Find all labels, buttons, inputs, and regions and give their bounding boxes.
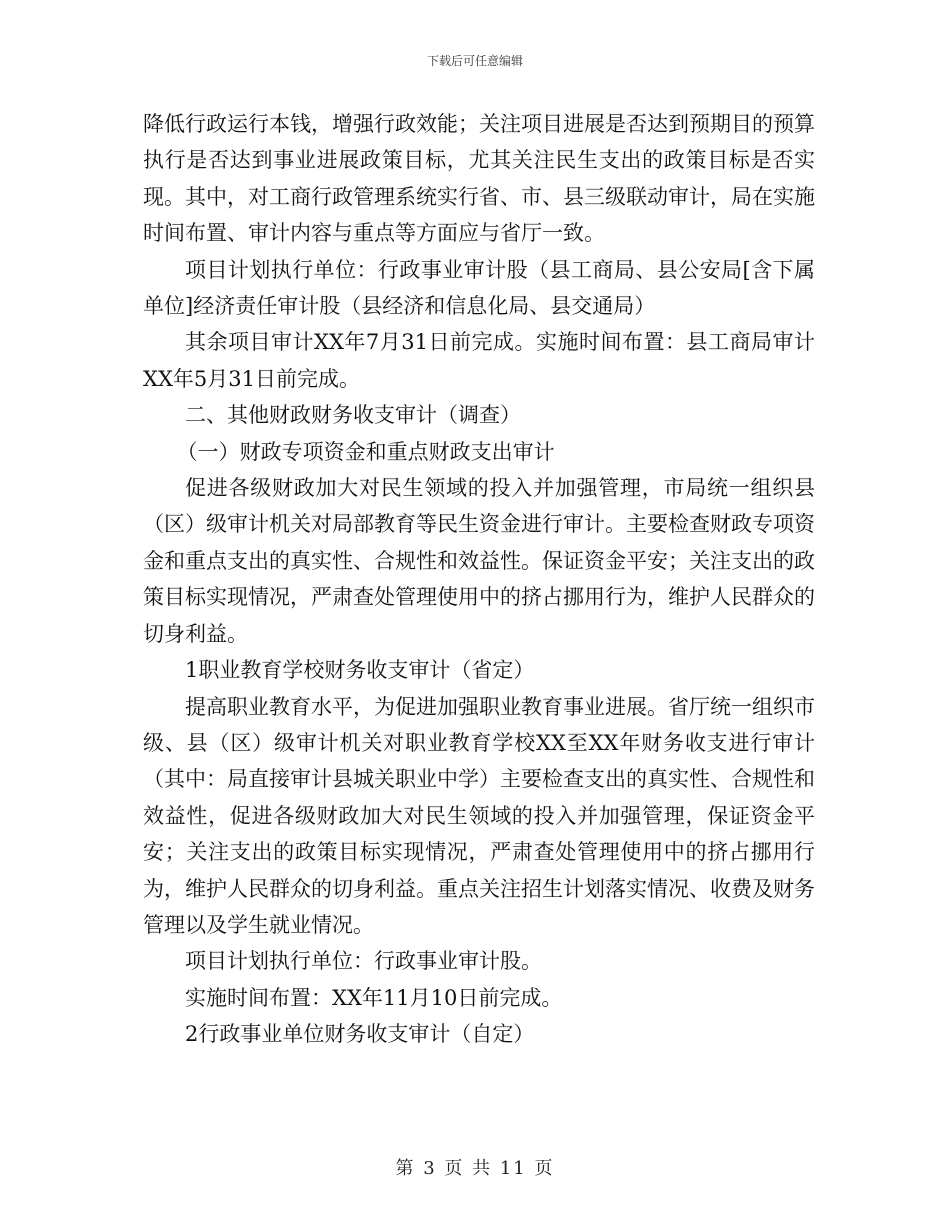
paragraph-executing-unit: 项目计划执行单位：行政事业审计股。 xyxy=(185,949,542,974)
section-heading-other-audits: 二、其他财政财务收支审计（调查） xyxy=(185,403,521,428)
page-footer: 第 3 页 共 11 页 xyxy=(395,1158,555,1179)
item-heading-admin-units: 2行政事业单位财务收支审计（自定） xyxy=(185,1022,535,1047)
paragraph-vocational-school: 提高职业教育水平，为促进加强职业教育事业进展。省厅统一组织市级、县（区）级审计机关对职业教育学校XX至XX年财务收支进行审计（其中：局直接审计县城关职业中学）主要检查支出的真实性、合规性和效益性，促进各级财政加大对民生领域的投入并加强管理，保证资金平安；关注支出的政策目标实现情况，严肃查处管理使用中的挤占挪用行为，维护人民群众的切身利益。重点关注招生计划落实情况、收费及财务管理以及学生就业情况。 xyxy=(143,694,815,937)
subsection-heading-special-funds: （一）财政专项资金和重点财政支出审计 xyxy=(176,439,555,464)
paragraph-project-unit: 项目计划执行单位：行政事业审计股（县工商局、县公安局[含下属单位]经济责任审计股（县经济和信息化局、县交通局） xyxy=(143,257,815,319)
page-header: 下载后可任意编辑 xyxy=(426,54,523,68)
document-body xyxy=(143,106,815,1053)
paragraph-continuation: 降低行政运行本钱，增强行政效能；关注项目进展是否达到预期目的预算执行是否达到事业进展政策目标，尤其关注民生支出的政策目标是否实现。其中，对工商行政管理系统实行省、市、县三级联动审计，局在实施时间布置、审计内容与重点等方面应与省厅一致。 xyxy=(143,112,815,246)
paragraph-implementation-time: 实施时间布置：XX年11月10日前完成。 xyxy=(185,985,563,1010)
item-heading-vocational-school: 1职业教育学校财务收支审计（省定） xyxy=(185,658,535,683)
paragraph-special-funds: 促进各级财政加大对民生领域的投入并加强管理，市局统一组织县（区）级审计机关对局部教育等民生资金进行审计。主要检查财政专项资金和重点支出的真实性、合规性和效益性。保证资金平安；关注支出的政策目标实现情况，严肃查处管理使用中的挤占挪用行为，维护人民群众的切身利益。 xyxy=(143,476,815,646)
paragraph-schedule: 其余项目审计XX年7月31日前完成。实施时间布置：县工商局审计XX年5月31日前完成。 xyxy=(143,330,815,391)
